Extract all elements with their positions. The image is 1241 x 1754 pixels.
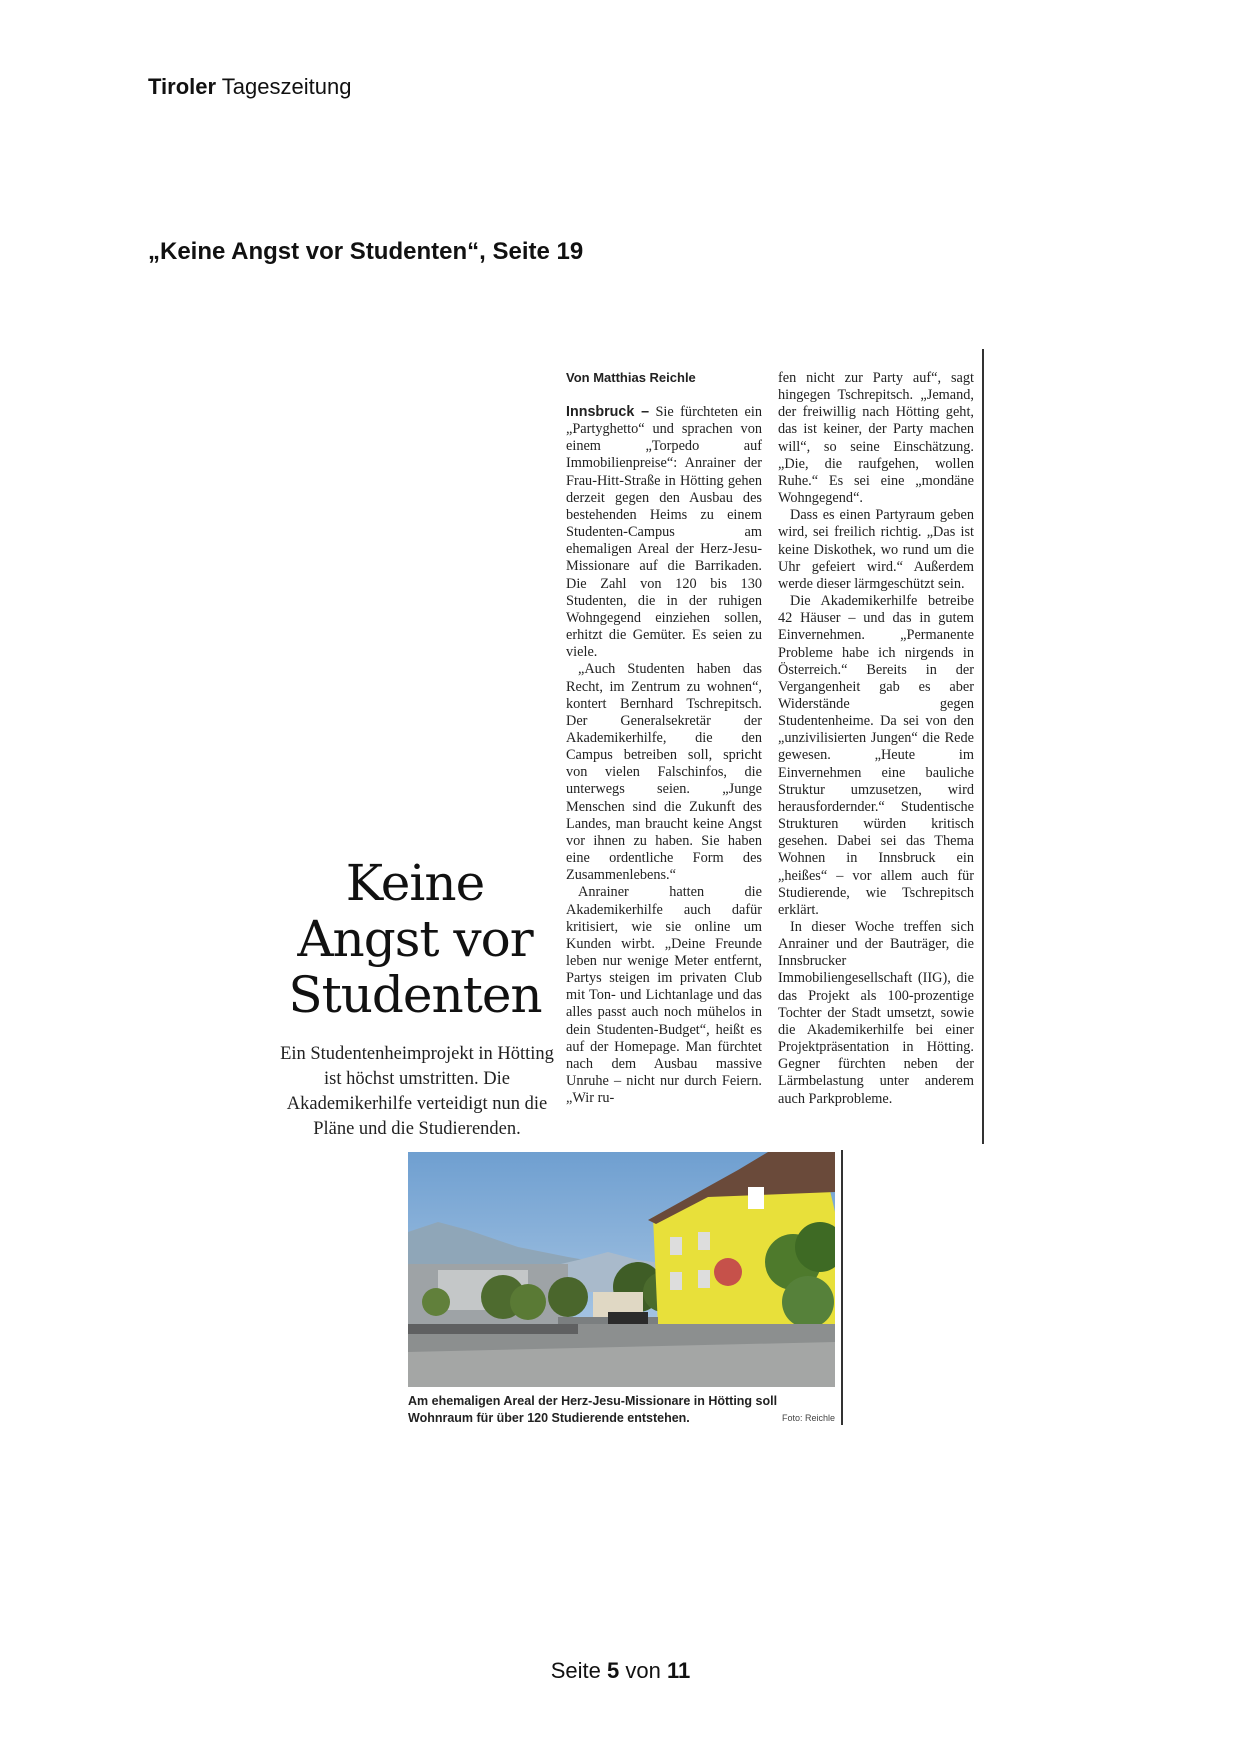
- article-title: [270, 855, 560, 1023]
- dateline: Innsbruck –: [566, 404, 650, 420]
- footer-page-number: 5: [607, 1658, 620, 1683]
- footer-prefix: Seite: [550, 1658, 601, 1683]
- publication-name-bold: Tiroler: [148, 74, 217, 99]
- column-divider: [982, 349, 984, 1144]
- footer-total-pages: 11: [667, 1658, 691, 1683]
- paragraph: Die Akademikerhilfe betreibe 42 Häuser – und das in gutem Einvernehmen. „Permanente Probleme habe ich nirgends in Österreich.“ Bereits in der Vergangenheit gab es aber Widerstände gegen Studentenheime. Da sei von den „unzivilisierten Jungen“ die Rede gewesen. „Heute im Einvernehmen eine bauliche Struktur umzusetzen, wird herausfordernder.“ Studentische Strukturen würden kritisch gesehen. Dabei sei das Thema Wohnen in Innsbruck ein „heißes“ – vor allem auch für Studierende, wie Tschrepitsch erklärt.: [778, 593, 974, 918]
- article-title-line: Angst vor: [297, 910, 533, 968]
- paragraph: Anrainer hatten die Akademikerhilfe auch dafür kritisiert, wie sie online um Kunden wirbt. „Deine Freunde leben nur wenige Meter entfernt, Partys steigen im privaten Club mit Ton- und Lichtanlage und das alles passt auch noch mühelos in dein Studenten-Budget“, heißt es auf der Homepage. Man fürchtet nach dem Ausbau massive Unruhe – nicht nur durch Feiern. „Wir ru-: [566, 884, 762, 1107]
- paragraph: „Auch Studenten haben das Recht, im Zentrum zu wohnen“, kontert Bernhard Tschrepitsch. Der Generalsekretär der Akademikerhilfe, die den Campus betreiben soll, spricht von vielen Falschinfos, die unterwegs seien. „Junge Menschen sind die Zukunft des Landes, man braucht keine Angst vor ihnen zu haben. Sie haben eine ordentliche Form des Zusammenlebens.“: [566, 661, 762, 884]
- paragraph-text: Sie fürchteten ein „Partyghetto“ und sprachen von einem „Torpedo auf Immobilienpreise“: Anrainer der Frau-Hitt-Straße in Hötting gehen derzeit gegen den Ausbau des bestehenden Heims zu einem Studenten-Campus am ehemaligen Areal der Herz-Jesu-Missionare auf die Barrikaden. Die Zahl von 120 bis 130 Studenten, die in der ruhigen Wohngegend einziehen sollen, erhitzt die Gemüter. Es seien zu viele.: [566, 404, 762, 661]
- article-lead: Ein Studentenheimprojekt in Hötting ist höchst umstritten. Die Akademikerhilfe verteidigt nun die Pläne und die Studierenden.: [280, 1044, 554, 1139]
- article-column-2: [778, 370, 974, 1142]
- publication-name: [148, 74, 351, 100]
- footer-middle: von: [625, 1658, 661, 1683]
- article-photo: [408, 1152, 835, 1387]
- byline: Von Matthias Reichle: [566, 370, 696, 385]
- page-footer: [0, 1658, 1241, 1684]
- photo-divider: [841, 1150, 843, 1425]
- article-title-line: Studenten: [288, 966, 542, 1024]
- publication-name-regular: Tageszeitung: [221, 74, 352, 99]
- paragraph: fen nicht zur Party auf“, sagt hingegen Tschrepitsch. „Jemand, der freiwillig nach Hötting geht, das ist keiner, der Party machen will“, so seine Einschätzung. „Die, die raufgehen, wollen Ruhe.“ Es sei eine „mondäne Wohngegend“.: [778, 370, 974, 507]
- article-column-1: [566, 404, 762, 1140]
- paragraph: Dass es einen Partyraum geben wird, sei freilich richtig. „Das ist keine Diskothek, wo rund um die Uhr gefeiert wird.“ Außerdem werde dieser lärmgeschützt sein.: [778, 507, 974, 592]
- photo-credit: Foto: Reichle: [781, 1413, 835, 1423]
- document-heading: „Keine Angst vor Studenten“, Seite 19: [148, 238, 584, 265]
- article-title-line: Keine: [345, 854, 485, 912]
- paragraph: In dieser Woche treffen sich Anrainer und der Bauträger, die Innsbrucker Immobiliengesellschaft (IIG), die das Projekt als 100-prozentige Tochter der Stadt umsetzt, sowie die Akademikerhilfe bei einer Projektpräsentation in Hötting. Gegner fürchten neben der Lärmbelastung unter anderem auch Parkprobleme.: [778, 919, 974, 1107]
- photo-caption: Am ehemaligen Areal der Herz-Jesu-Missionare in Hötting soll Wohnraum für über 120 Studierende entstehen.: [408, 1394, 778, 1425]
- paragraph: [566, 404, 762, 661]
